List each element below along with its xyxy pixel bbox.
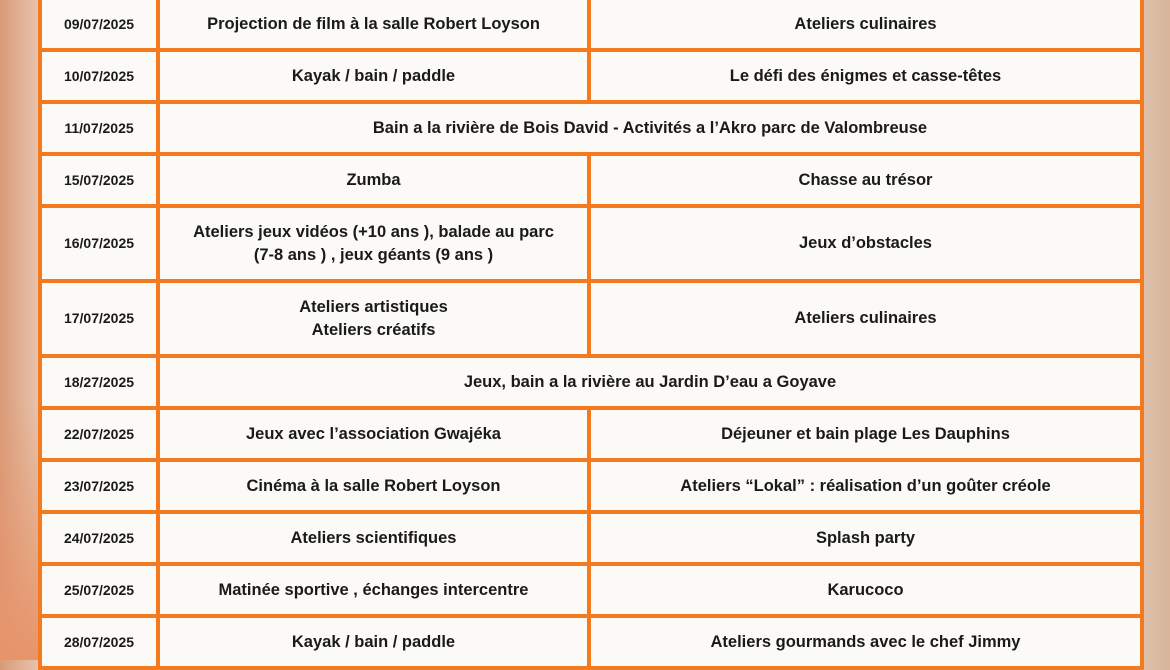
activity-cell-1: Jeux avec l’association Gwajéka <box>160 410 587 458</box>
activity-cell-1: Ateliers artistiques Ateliers créatifs <box>160 283 587 354</box>
activity-cell-1: Zumba <box>160 156 587 204</box>
table-row <box>42 104 1140 152</box>
date-cell: 17/07/2025 <box>42 283 156 354</box>
table-row <box>42 410 1140 458</box>
activity-cell-1: Ateliers jeux vidéos (+10 ans ), balade au parc (7-8 ans ) , jeux géants (9 ans ) <box>160 208 587 279</box>
activity-cell-1: Kayak / bain / paddle <box>160 52 587 100</box>
activity-cell-1: Kayak / bain / paddle <box>160 618 587 666</box>
activity-cell-2: Karucoco <box>591 566 1140 614</box>
activity-cell-2: Chasse au trésor <box>591 156 1140 204</box>
schedule-table <box>38 0 1144 670</box>
activity-cell-2: Ateliers culinaires <box>591 283 1140 354</box>
activity-cell-2: Jeux d’obstacles <box>591 208 1140 279</box>
date-cell: 16/07/2025 <box>42 208 156 279</box>
table-row <box>42 514 1140 562</box>
activity-cell-2: Ateliers “Lokal” : réalisation d’un goûter créole <box>591 462 1140 510</box>
table-row <box>42 52 1140 100</box>
table-row <box>42 283 1140 354</box>
table-row <box>42 156 1140 204</box>
activity-cell-2: Déjeuner et bain plage Les Dauphins <box>591 410 1140 458</box>
date-cell: 25/07/2025 <box>42 566 156 614</box>
date-cell: 24/07/2025 <box>42 514 156 562</box>
date-cell: 23/07/2025 <box>42 462 156 510</box>
table-row <box>42 208 1140 279</box>
date-cell: 22/07/2025 <box>42 410 156 458</box>
activity-cell-2: Ateliers gourmands avec le chef Jimmy <box>591 618 1140 666</box>
table-row <box>42 462 1140 510</box>
activity-cell-2: Splash party <box>591 514 1140 562</box>
activity-cell-1: Matinée sportive , échanges intercentre <box>160 566 587 614</box>
activity-cell-1: Ateliers scientifiques <box>160 514 587 562</box>
date-cell: 18/27/2025 <box>42 358 156 406</box>
activity-cell-full: Jeux, bain a la rivière au Jardin D’eau a Goyave <box>160 358 1140 406</box>
table-row <box>42 0 1140 48</box>
table-row <box>42 566 1140 614</box>
activity-cell-2: Le défi des énigmes et casse-têtes <box>591 52 1140 100</box>
activity-cell-1: Cinéma à la salle Robert Loyson <box>160 462 587 510</box>
activity-cell-1: Projection de film à la salle Robert Loyson <box>160 0 587 48</box>
activity-cell-full: Bain a la rivière de Bois David - Activités a l’Akro parc de Valombreuse <box>160 104 1140 152</box>
date-cell: 28/07/2025 <box>42 618 156 666</box>
table-row <box>42 618 1140 666</box>
date-cell: 09/07/2025 <box>42 0 156 48</box>
date-cell: 10/07/2025 <box>42 52 156 100</box>
date-cell: 15/07/2025 <box>42 156 156 204</box>
table-row <box>42 358 1140 406</box>
activity-cell-2: Ateliers culinaires <box>591 0 1140 48</box>
date-cell: 11/07/2025 <box>42 104 156 152</box>
